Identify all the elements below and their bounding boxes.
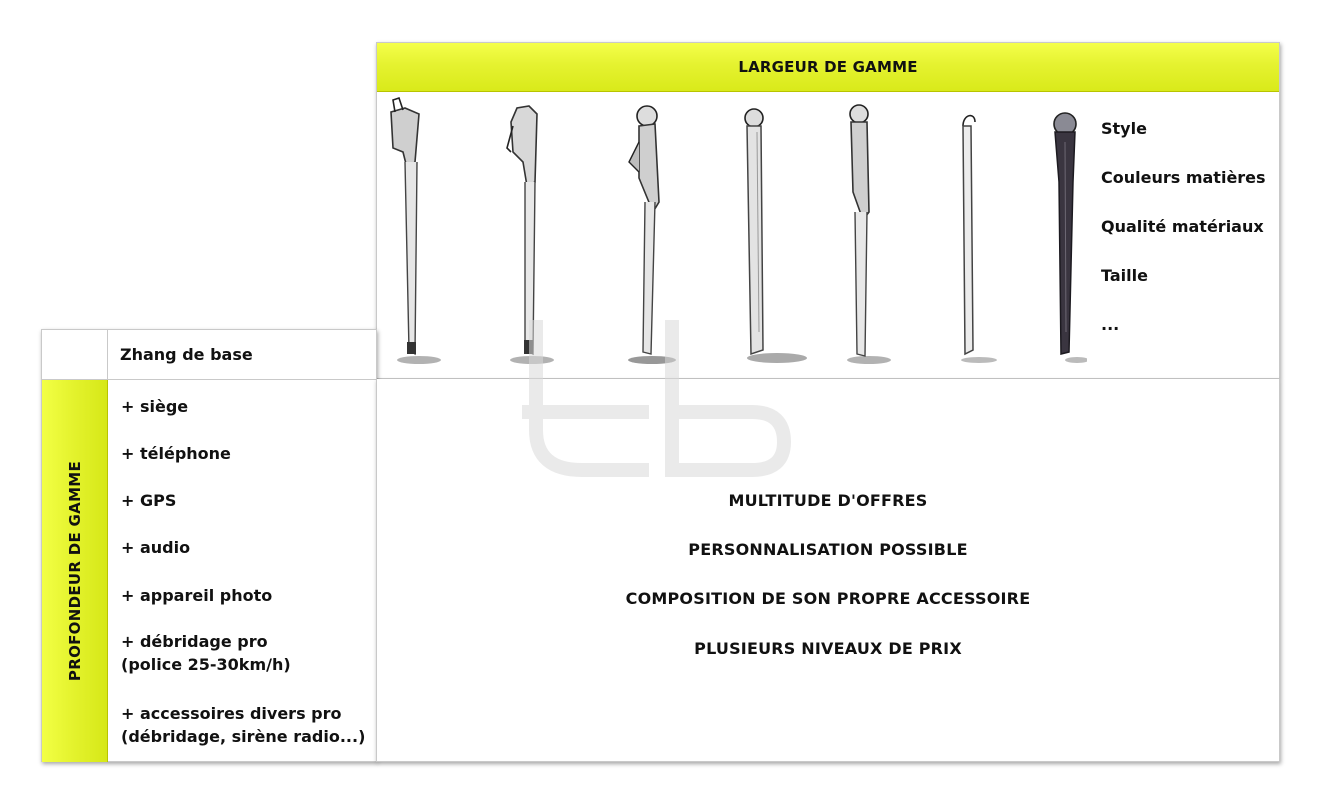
option-item-debridage-pro: + débridage pro (police 25-30km/h) bbox=[121, 632, 291, 674]
scooter-2-illustration bbox=[507, 106, 554, 364]
attribute-more: ... bbox=[1101, 315, 1120, 334]
option-item-accessoires-pro: + accessoires divers pro (débridage, sirène radio...) bbox=[121, 704, 366, 746]
benefit-composition: COMPOSITION DE SON PROPRE ACCESSOIRE bbox=[625, 589, 1031, 608]
scooter-1-illustration bbox=[391, 98, 441, 364]
range-depth-band bbox=[42, 380, 108, 762]
benefit-niveaux-prix: PLUSIEURS NIVEAUX DE PRIX bbox=[694, 639, 962, 658]
range-width-header bbox=[377, 43, 1279, 92]
scooter-illustrations bbox=[377, 92, 1087, 378]
range-depth-panel bbox=[41, 329, 377, 762]
option-list bbox=[121, 380, 376, 762]
scooter-6-illustration bbox=[961, 116, 997, 363]
scooter-3-illustration bbox=[628, 106, 676, 364]
option-item-appareil-photo: + appareil photo bbox=[121, 586, 273, 605]
range-depth-title: PROFONDEUR DE GAMME bbox=[66, 460, 84, 682]
attribute-taille: Taille bbox=[1101, 266, 1148, 285]
attribute-qualite: Qualité matériaux bbox=[1101, 217, 1264, 236]
option-item-telephone: + téléphone bbox=[121, 444, 231, 463]
corner-cell bbox=[42, 330, 108, 380]
scooter-5-illustration bbox=[847, 105, 891, 364]
benefit-multitude: MULTITUDE D'OFFRES bbox=[728, 491, 928, 510]
scooter-4-illustration bbox=[745, 109, 807, 363]
base-product-label: Zhang de base bbox=[120, 345, 253, 364]
option-item-gps: + GPS bbox=[121, 491, 177, 510]
scooter-7-illustration bbox=[1054, 113, 1087, 363]
option-item-siege: + siège bbox=[121, 397, 189, 416]
benefits-area bbox=[376, 379, 1280, 762]
range-width-panel bbox=[376, 42, 1280, 379]
attribute-style: Style bbox=[1101, 119, 1147, 138]
option-item-audio: + audio bbox=[121, 538, 191, 557]
attribute-couleurs: Couleurs matières bbox=[1101, 168, 1266, 187]
base-product-cell bbox=[108, 330, 376, 380]
range-width-title: LARGEUR DE GAMME bbox=[738, 58, 918, 76]
benefit-personnalisation: PERSONNALISATION POSSIBLE bbox=[688, 540, 968, 559]
